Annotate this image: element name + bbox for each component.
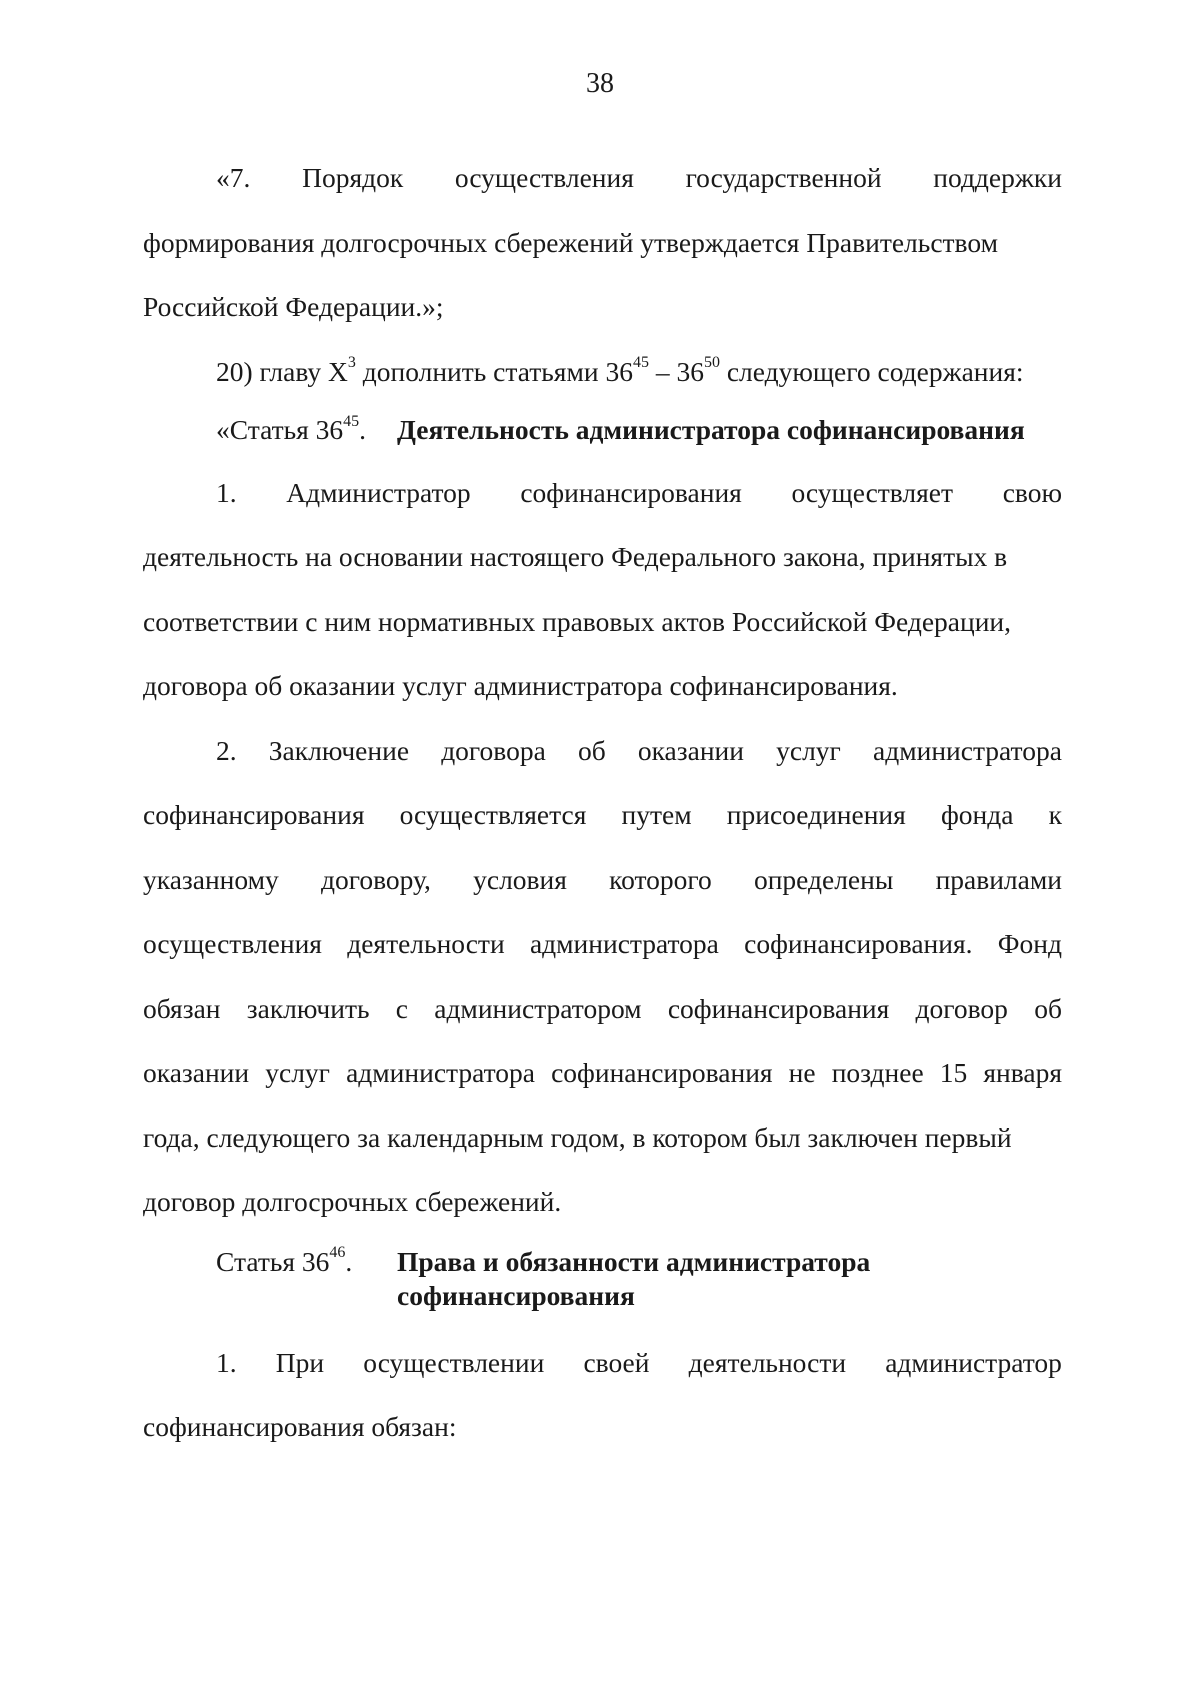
article-45-p2-line-5 [143, 977, 1062, 1042]
article-46-p1-line-2: софинансирования обязан: [143, 1411, 457, 1442]
word: услуг [776, 734, 841, 766]
word: поддержки [933, 162, 1062, 193]
word: обязан [143, 992, 221, 1024]
word: договору, [321, 863, 431, 895]
word: свою [1002, 476, 1062, 508]
article-45-p2-line-1 [143, 719, 1062, 784]
word: 2. [216, 734, 237, 766]
word: Порядок [302, 162, 404, 193]
word: администратора [346, 1057, 535, 1088]
article-45-p2-line-4 [143, 912, 1062, 977]
paragraph-7-line-3: Российской Федерации.»; [143, 291, 444, 322]
word: Администратор [286, 476, 471, 508]
word: об [1034, 992, 1062, 1024]
word: осуществления [143, 928, 322, 959]
word: осуществляется [399, 799, 587, 830]
article-45-p2-line-2 [143, 783, 1062, 848]
word: определены [753, 863, 894, 895]
word: позднее [831, 1057, 924, 1088]
article-45-p2-line-8: договор долгосрочных сбережений. [143, 1186, 562, 1217]
word: своей [583, 1346, 650, 1378]
word: января [983, 1057, 1062, 1088]
article-45-p1-line-1 [143, 461, 1062, 526]
word: Фонд [997, 928, 1062, 959]
word: софинансирования [143, 799, 365, 830]
word: Заключение [268, 734, 410, 766]
word: софинансирования [667, 992, 890, 1024]
article-45-paragraph-1 [143, 461, 1062, 719]
article-45-p1-line-3: соответствии с ним нормативных правовых актов Российской Федерации, [143, 605, 1012, 637]
word: осуществляет [791, 476, 954, 508]
article-46-p1-line-1 [143, 1331, 1062, 1396]
word: заключить [246, 992, 370, 1024]
word: с [395, 992, 408, 1024]
paragraph-7 [143, 146, 1062, 340]
article-45-paragraph-2 [143, 719, 1062, 1235]
word: государственной [685, 162, 882, 193]
word: фонда [940, 799, 1014, 830]
paragraph-7-line-1 [143, 146, 1062, 211]
article-46-paragraph-1 [143, 1331, 1062, 1460]
article-46-label: Статья $36^{46}$. [216, 1244, 353, 1277]
word: присоединения [726, 799, 906, 830]
article-45-label: «Статья $36^{45}$. [216, 412, 367, 445]
word: «7. [216, 162, 251, 193]
word: деятельности [688, 1346, 847, 1378]
word: При [275, 1346, 325, 1378]
word: администратор [885, 1346, 1062, 1378]
article-45-title: Деятельность администратора софинансирования [397, 414, 1025, 445]
word: 1. [216, 476, 237, 508]
word: оказании [143, 1057, 250, 1088]
word: администратором [434, 992, 642, 1024]
word: софинансирования [551, 1057, 773, 1088]
page-number: 38 [586, 68, 614, 99]
article-46-title: Права и обязанности администратора софинансирования [397, 1245, 871, 1311]
word: софинансирования [520, 476, 742, 508]
article-45-p2-line-6 [143, 1041, 1062, 1106]
word: правилами [935, 863, 1062, 895]
word: администратора [529, 928, 719, 959]
word: к [1048, 799, 1062, 830]
word: оказании [637, 734, 744, 766]
paragraph-7-line-2: формирования долгосрочных сбережений утверждается Правительством [143, 226, 998, 258]
article-45-p2-line-3 [143, 848, 1062, 913]
word: путем [621, 799, 692, 830]
word: софинансирования. [744, 928, 973, 959]
word: условия [473, 863, 567, 895]
article-45-p1-line-2: деятельность на основании настоящего Федерального закона, принятых в [143, 541, 1008, 572]
word: об [577, 734, 606, 766]
word: осуществлении [363, 1346, 545, 1378]
word: не [788, 1057, 816, 1088]
article-45-heading [143, 398, 1062, 463]
word: указанному [143, 863, 279, 895]
word: договор [915, 992, 1008, 1024]
word: деятельности [347, 928, 505, 959]
item-20: 20) главу $X^3$ дополнить статьями $36^{45} - 36^{50}$ следующего содержания: [216, 354, 1024, 387]
article-45-p2-line-7: года, следующего за календарным годом, в котором был заключен первый [143, 1121, 1012, 1153]
word: договора [441, 734, 546, 766]
article-46-heading [143, 1245, 1062, 1313]
document-body [143, 146, 1062, 1460]
word: услуг [265, 1057, 330, 1088]
word: 1. [216, 1346, 237, 1378]
word: администратора [873, 734, 1062, 766]
word: которого [609, 863, 712, 895]
word: осуществления [454, 162, 634, 193]
word: 15 [939, 1057, 968, 1088]
article-45-p1-line-4: договора об оказании услуг администратора софинансирования. [143, 670, 898, 701]
